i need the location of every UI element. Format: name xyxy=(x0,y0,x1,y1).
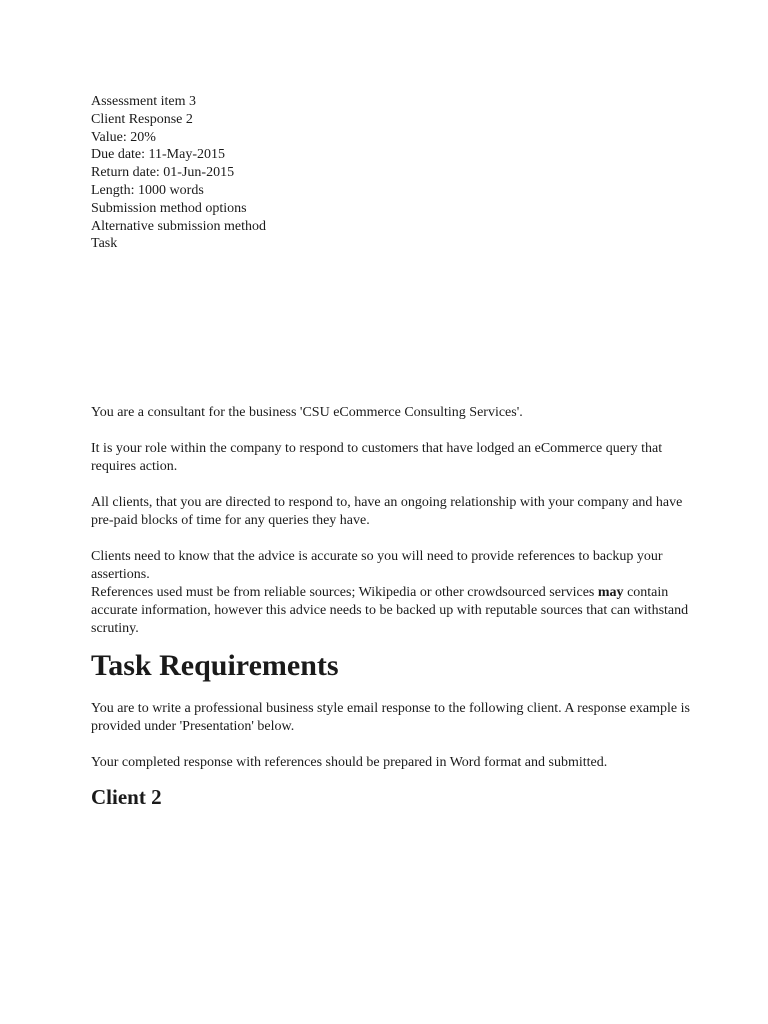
client-heading: Client 2 xyxy=(91,785,162,810)
task-requirements-heading: Task Requirements xyxy=(91,649,339,683)
intro-paragraph-2: It is your role within the company to respond to customers that have lodged an eCommerce query that requires action. xyxy=(91,441,663,475)
return-date: Return date: 01-Jun-2015 xyxy=(91,165,235,181)
intro-paragraph-3: All clients, that you are directed to respond to, have an ongoing relationship with your company and have pre-paid blocks of time for any queries they have. xyxy=(91,495,683,529)
intro-section xyxy=(91,404,691,638)
requirements-paragraph-2: Your completed response with references should be prepared in Word format and submitted. xyxy=(91,755,608,771)
value: Value: 20% xyxy=(91,129,156,145)
emphasis-may: may xyxy=(597,585,624,601)
task-label: Task xyxy=(91,236,118,252)
requirements-paragraph-1: You are to write a professional business style email response to the following client. A response example is provided under 'Presentation' below. xyxy=(91,701,690,735)
client-response: Client Response 2 xyxy=(91,111,193,127)
blank-space xyxy=(91,253,691,404)
submission-options: Submission method options xyxy=(91,200,247,216)
intro-paragraph-5-end: contain accurate information, however this advice needs to be backed up with reputable sources that can withstand scrutiny. xyxy=(91,585,689,637)
intro-paragraph-5 xyxy=(91,584,691,638)
requirements-section xyxy=(91,700,691,772)
intro-paragraph-4: Clients need to know that the advice is accurate so you will need to provide references to backup your assertions. xyxy=(91,549,663,583)
intro-paragraph-1: You are a consultant for the business 'CSU eCommerce Consulting Services'. xyxy=(91,405,523,421)
assessment-item: Assessment item 3 xyxy=(91,94,196,109)
document-page xyxy=(91,93,691,810)
due-date: Due date: 11-May-2015 xyxy=(91,147,225,163)
intro-paragraph-5-start: References used must be from reliable sources; Wikipedia or other crowdsourced services xyxy=(91,585,598,601)
length: Length: 1000 words xyxy=(91,182,204,198)
assessment-meta xyxy=(91,93,691,253)
alternative-submission: Alternative submission method xyxy=(91,218,266,234)
